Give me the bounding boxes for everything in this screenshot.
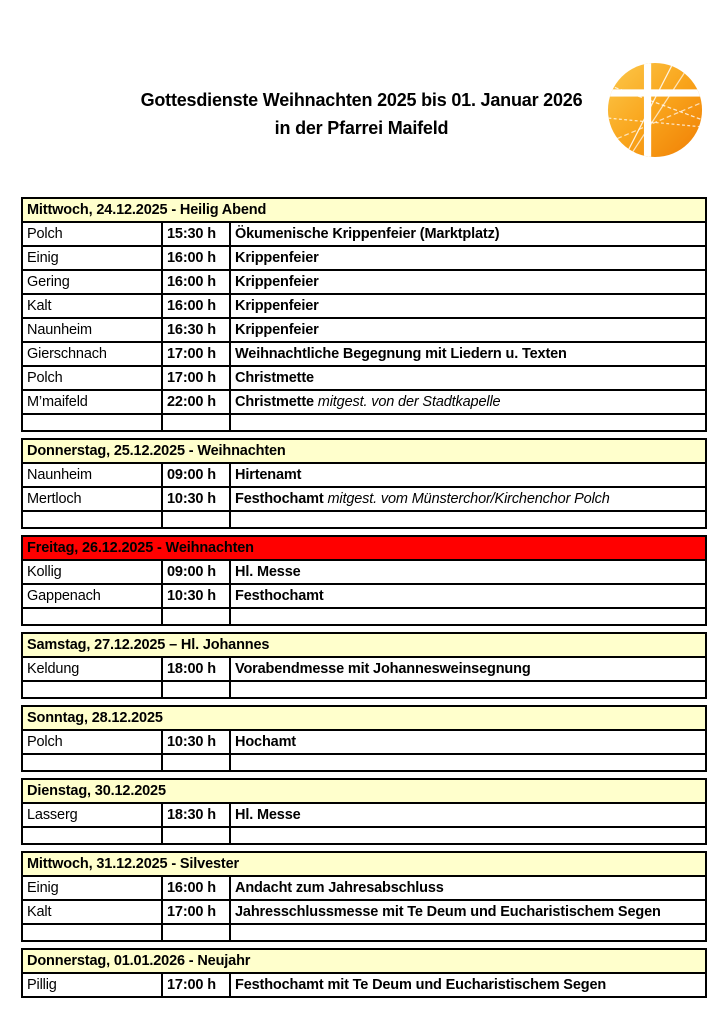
empty-cell — [230, 754, 706, 771]
event-row — [22, 222, 706, 246]
section-header: Samstag, 27.12.2025 – Hl. Johannes — [22, 633, 706, 657]
event-row — [22, 730, 706, 754]
event-place-cell: Keldung — [22, 657, 162, 681]
section-header-row — [22, 198, 706, 222]
event-time-cell: 16:00 h — [162, 270, 230, 294]
event-row — [22, 270, 706, 294]
cross-globe-icon — [607, 62, 703, 158]
event-description: Weihnachtliche Begegnung mit Liedern u. Texten — [235, 346, 567, 362]
event-time-cell: 17:00 h — [162, 900, 230, 924]
empty-cell — [230, 414, 706, 431]
event-time-cell: 17:00 h — [162, 973, 230, 997]
section-header-row — [22, 439, 706, 463]
section-header: Freitag, 26.12.2025 - Weihnachten — [22, 536, 706, 560]
event-place-cell: Naunheim — [22, 463, 162, 487]
empty-row — [22, 827, 706, 844]
event-row — [22, 318, 706, 342]
event-description-cell — [230, 803, 706, 827]
empty-cell — [162, 511, 230, 528]
empty-row — [22, 414, 706, 431]
event-time-cell: 10:30 h — [162, 584, 230, 608]
schedule-section — [21, 438, 707, 529]
event-place-cell: Einig — [22, 876, 162, 900]
event-place-cell: Kalt — [22, 900, 162, 924]
event-place-cell: Mertloch — [22, 487, 162, 511]
event-time-cell: 22:00 h — [162, 390, 230, 414]
event-time-cell: 16:30 h — [162, 318, 230, 342]
event-description-cell — [230, 876, 706, 900]
event-description: Christmette — [235, 394, 314, 410]
section-header-row — [22, 706, 706, 730]
event-place-cell: Gappenach — [22, 584, 162, 608]
event-time-cell: 10:30 h — [162, 487, 230, 511]
event-time-cell: 17:00 h — [162, 342, 230, 366]
empty-cell — [162, 754, 230, 771]
event-description: Ökumenische Krippenfeier (Marktplatz) — [235, 226, 500, 242]
schedule-section — [21, 948, 707, 998]
event-place-cell: M’maifeld — [22, 390, 162, 414]
event-row — [22, 803, 706, 827]
event-row — [22, 657, 706, 681]
empty-cell — [22, 608, 162, 625]
section-header: Mittwoch, 24.12.2025 - Heilig Abend — [22, 198, 706, 222]
event-description-cell — [230, 222, 706, 246]
event-time-cell: 16:00 h — [162, 294, 230, 318]
event-row — [22, 900, 706, 924]
empty-cell — [230, 681, 706, 698]
empty-row — [22, 681, 706, 698]
section-header: Donnerstag, 25.12.2025 - Weihnachten — [22, 439, 706, 463]
section-header-row — [22, 949, 706, 973]
event-description: Krippenfeier — [235, 298, 319, 314]
event-description-cell — [230, 900, 706, 924]
event-time-cell: 16:00 h — [162, 246, 230, 270]
section-header: Sonntag, 28.12.2025 — [22, 706, 706, 730]
event-row — [22, 487, 706, 511]
event-description: Festhochamt mit Te Deum und Eucharistischem Segen — [235, 977, 607, 993]
event-note: mitgest. von der Stadtkapelle — [313, 394, 501, 410]
event-time-cell: 15:30 h — [162, 222, 230, 246]
event-description: Krippenfeier — [235, 250, 319, 266]
page-title-line-1: Gottesdienste Weihnachten 2025 bis 01. Januar 2026 — [140, 90, 583, 110]
event-description: Hochamt — [235, 734, 296, 750]
event-description: Vorabendmesse mit Johannesweinsegnung — [235, 661, 531, 677]
event-description: Festhochamt — [235, 491, 324, 507]
event-description: Christmette — [235, 370, 314, 386]
event-place-cell: Gierschnach — [22, 342, 162, 366]
event-place-cell: Einig — [22, 246, 162, 270]
empty-cell — [230, 827, 706, 844]
event-place-cell: Gering — [22, 270, 162, 294]
event-row — [22, 560, 706, 584]
event-description: Krippenfeier — [235, 322, 319, 338]
event-description-cell — [230, 246, 706, 270]
empty-cell — [22, 681, 162, 698]
empty-row — [22, 511, 706, 528]
event-description-cell — [230, 294, 706, 318]
empty-cell — [162, 827, 230, 844]
event-description: Hl. Messe — [235, 564, 301, 580]
empty-cell — [230, 511, 706, 528]
event-row — [22, 342, 706, 366]
event-place-cell: Lasserg — [22, 803, 162, 827]
event-description-cell — [230, 973, 706, 997]
event-place-cell: Kalt — [22, 294, 162, 318]
event-time-cell: 18:30 h — [162, 803, 230, 827]
empty-cell — [162, 414, 230, 431]
event-place-cell: Pillig — [22, 973, 162, 997]
event-description-cell — [230, 463, 706, 487]
empty-row — [22, 924, 706, 941]
section-header-row — [22, 779, 706, 803]
event-time-cell: 16:00 h — [162, 876, 230, 900]
event-place-cell: Kollig — [22, 560, 162, 584]
event-description-cell — [230, 730, 706, 754]
event-row — [22, 294, 706, 318]
event-row — [22, 584, 706, 608]
event-description: Hl. Messe — [235, 807, 301, 823]
event-description-cell — [230, 318, 706, 342]
empty-cell — [162, 924, 230, 941]
empty-cell — [22, 511, 162, 528]
event-place-cell: Polch — [22, 366, 162, 390]
event-description: Festhochamt — [235, 588, 324, 604]
event-place-cell: Polch — [22, 730, 162, 754]
schedule-table — [21, 197, 705, 1004]
event-description-cell — [230, 390, 706, 414]
event-place-cell: Naunheim — [22, 318, 162, 342]
empty-cell — [230, 608, 706, 625]
parish-logo — [607, 62, 703, 158]
empty-cell — [22, 924, 162, 941]
event-description-cell — [230, 657, 706, 681]
event-description-cell — [230, 270, 706, 294]
event-time-cell: 09:00 h — [162, 463, 230, 487]
event-time-cell: 10:30 h — [162, 730, 230, 754]
event-description-cell — [230, 342, 706, 366]
event-row — [22, 366, 706, 390]
event-description-cell — [230, 487, 706, 511]
section-header: Dienstag, 30.12.2025 — [22, 779, 706, 803]
event-row — [22, 973, 706, 997]
section-header-row — [22, 536, 706, 560]
schedule-section — [21, 778, 707, 845]
event-description: Jahresschlussmesse mit Te Deum und Eucharistischem Segen — [235, 904, 661, 920]
empty-cell — [162, 681, 230, 698]
empty-cell — [162, 608, 230, 625]
event-description: Andacht zum Jahresabschluss — [235, 880, 444, 896]
event-row — [22, 463, 706, 487]
schedule-section — [21, 535, 707, 626]
event-time-cell: 17:00 h — [162, 366, 230, 390]
empty-row — [22, 608, 706, 625]
event-time-cell: 09:00 h — [162, 560, 230, 584]
section-header: Mittwoch, 31.12.2025 - Silvester — [22, 852, 706, 876]
schedule-section — [21, 851, 707, 942]
event-row — [22, 390, 706, 414]
event-description-cell — [230, 366, 706, 390]
event-row — [22, 246, 706, 270]
empty-row — [22, 754, 706, 771]
empty-cell — [22, 827, 162, 844]
event-description-cell — [230, 560, 706, 584]
event-time-cell: 18:00 h — [162, 657, 230, 681]
schedule-section — [21, 632, 707, 699]
event-description: Hirtenamt — [235, 467, 302, 483]
section-header: Donnerstag, 01.01.2026 - Neujahr — [22, 949, 706, 973]
empty-cell — [22, 754, 162, 771]
event-place-cell: Polch — [22, 222, 162, 246]
section-header-row — [22, 633, 706, 657]
empty-cell — [230, 924, 706, 941]
schedule-section — [21, 705, 707, 772]
event-row — [22, 876, 706, 900]
schedule-section — [21, 197, 707, 432]
page-title-line-2: in der Pfarrei Maifeld — [274, 118, 449, 138]
event-note: mitgest. vom Münsterchor/Kirchenchor Polch — [323, 491, 610, 507]
section-header-row — [22, 852, 706, 876]
event-description: Krippenfeier — [235, 274, 319, 290]
empty-cell — [22, 414, 162, 431]
event-description-cell — [230, 584, 706, 608]
